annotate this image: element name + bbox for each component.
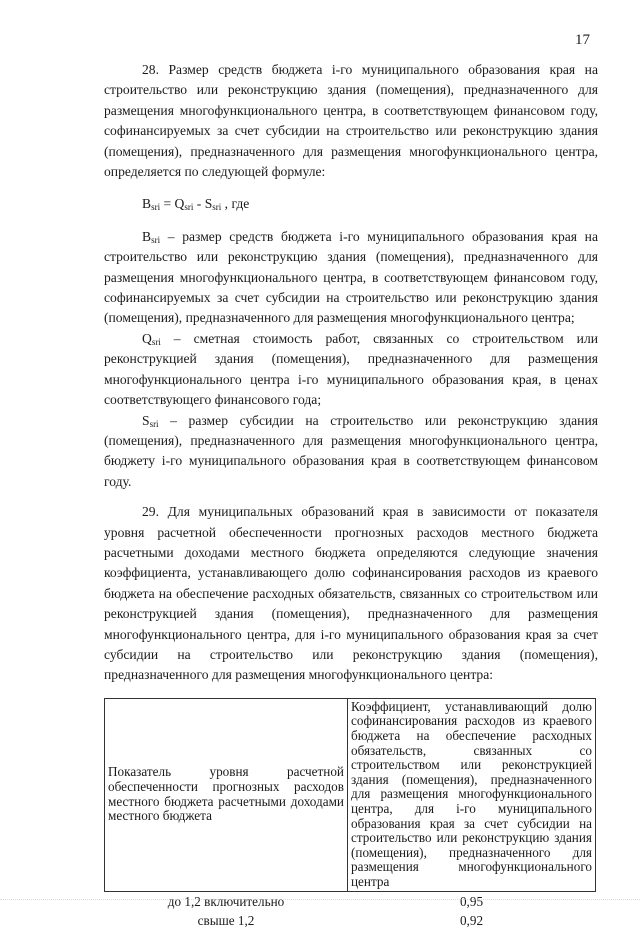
definition-b-text: – размер средств бюджета i-го муниципального образования края на строительство или реконструкцию здания (помещения), предназначенного для размещения многофункционального центра, в соответствующем финансовом году, софинансируемых за счет субсидии на строительство или реконструкцию здания (помещения), предназначенного для размещения многофункционального центра; <box>104 228 598 326</box>
definition-q-text: – сметная стоимость работ, связанных со строительством или реконструкцией здания (помещения), предназначенного для размещения многофункционального центра i-го муниципального образования края, в ценах соответствующего финансового года; <box>104 330 598 408</box>
definition-s-text: – размер субсидии на строительство или реконструкцию здания (помещения), предназначенного для размещения многофункционального центра, бюджету i-го муниципального образования края в соответствующем финансовом году. <box>104 412 598 489</box>
definition-s-symbol: S <box>142 412 150 428</box>
formula-q-subscript: sri <box>184 202 194 213</box>
formula-minus: - <box>193 196 205 212</box>
table-header-row <box>105 698 596 891</box>
paragraph-gap <box>104 492 598 502</box>
table-header-indicator: Показатель уровня расчетной обеспеченности прогнозных расходов местного бюджета расчетными доходами местного бюджета <box>105 698 348 891</box>
scan-footer-marks <box>0 893 640 900</box>
formula-b-subscript: sri <box>151 202 161 213</box>
formula-q-symbol: Q <box>174 196 185 212</box>
formula-tail: , где <box>221 196 250 212</box>
formula-s-subscript: sri <box>212 202 222 213</box>
definition-b-symbol: B <box>142 228 152 244</box>
definition-s <box>104 411 598 493</box>
definition-b-subscript: sri <box>151 234 161 245</box>
definition-q-symbol: Q <box>142 330 152 346</box>
definition-q-subscript: sri <box>151 336 161 347</box>
table-cell-indicator: до 1,2 включительно <box>167 893 285 909</box>
paragraph-29: 29. Для муниципальных образований края в зависимости от показателя уровня расчетной обеспеченности прогнозных расходов местного бюджета расчетными доходами местного бюджета определяются следующие значения коэффициента, устанавливающего долю софинансирования расходов из краевого бюджета на обеспечение расходных обязательств, связанных со строительством или реконструкцией здания (помещения), предназначенного для размещения многофункционального центра, для i-го муниципального образования края за счет субсидии на строительство или реконструкцию здания (помещения), предназначенного для размещения многофункционального центра: <box>104 504 598 683</box>
definition-q <box>104 329 598 411</box>
formula-b-symbol: B <box>142 196 152 212</box>
paragraph-28: 28. Размер средств бюджета i-го муниципального образования края на строительство или реконструкцию здания (помещения), предназначенного для размещения многофункционального центра, в соответствующем финансовом году, софинансируемых за счет субсидии на строительство или реконструкцию здания (помещения), предназначенного для размещения многофункционального центра, определяется по следующей формуле: <box>104 62 598 180</box>
page-number: 17 <box>575 32 590 48</box>
table-row <box>105 911 596 931</box>
table-header-coefficient: Коэффициент, устанавливающий долю софинансирования расходов из краевого бюджета на обеспечение расходных обязательств, связанных со строительством или реконструкцией здания (помещения), предназначенного для размещения многофункционального центра, для i-го муниципального образования края за счет субсидии на строительство или реконструкцию здания (помещения), предназначенного для размещения многофункционального центра <box>348 698 596 891</box>
definition-s-subscript: sri <box>149 418 159 429</box>
definition-b <box>104 227 598 329</box>
table-cell-indicator: свыше 1,2 <box>197 913 255 929</box>
formula-equals: = <box>160 196 175 212</box>
table-cell-coefficient: 0,92 <box>459 913 484 929</box>
formula-s-symbol: S <box>204 196 213 212</box>
table-cell-coefficient: 0,95 <box>459 893 484 909</box>
formula <box>142 194 598 214</box>
document-body <box>104 60 598 931</box>
